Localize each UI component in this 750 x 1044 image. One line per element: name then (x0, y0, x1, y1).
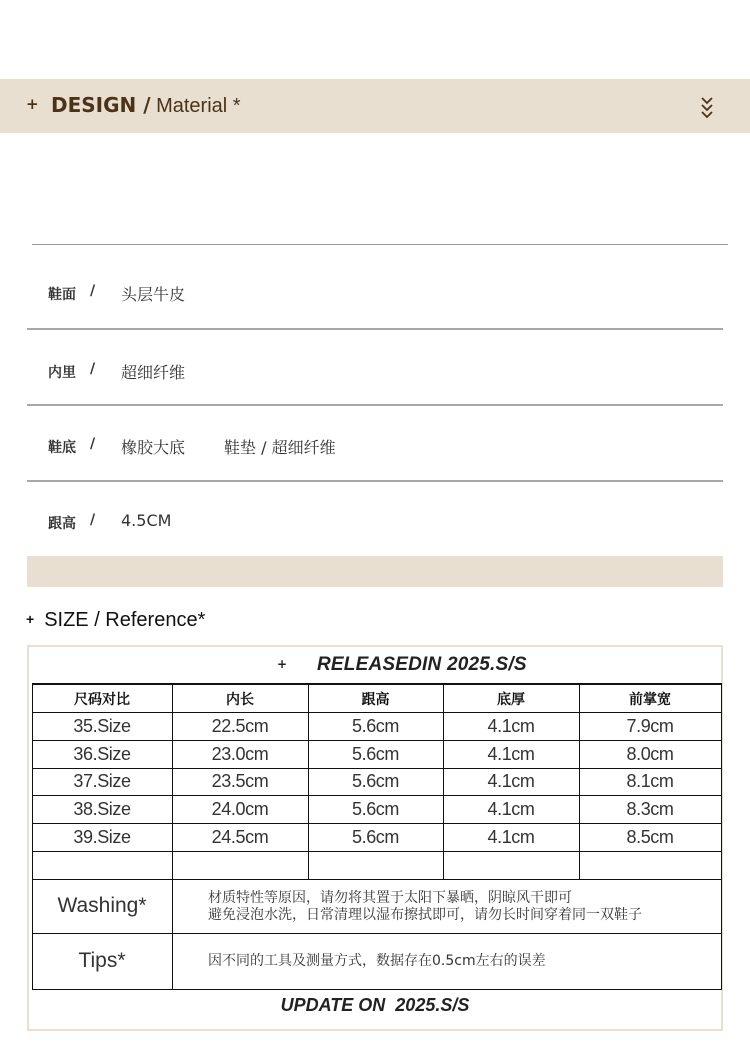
table-cell: 23.5cm (211, 771, 269, 791)
material-row-upper (27, 282, 723, 302)
table-cell: 5.6cm (351, 827, 400, 847)
table-cell: 35.Size (73, 716, 131, 736)
table-cell: 4.1cm (487, 771, 535, 791)
column-header: 内长 (226, 692, 254, 708)
table-cell: 37.Size (73, 771, 131, 791)
material-value: 头层牛皮 (121, 285, 186, 304)
material-slash: / (90, 436, 96, 452)
table-cell: 8.0cm (626, 744, 674, 764)
table-rule (32, 795, 722, 796)
table-rule (32, 768, 722, 769)
table-cell: 7.9cm (626, 716, 674, 736)
section-separator-bar (27, 556, 723, 587)
material-row-lining (27, 360, 723, 380)
banner-title-bold: DESIGN / (51, 93, 151, 117)
table-rule (721, 683, 722, 989)
material-value: 4.5CM (121, 511, 172, 530)
table-rule (32, 683, 722, 685)
plus-icon: + (26, 611, 35, 627)
material-label: 鞋面 (48, 287, 76, 303)
size-table (27, 645, 723, 1031)
column-header: 跟高 (361, 692, 390, 708)
table-cell: 24.0cm (211, 799, 269, 819)
material-label: 鞋底 (48, 440, 76, 456)
release-row (29, 647, 721, 683)
material-slash: / (90, 512, 96, 528)
table-cell: 5.6cm (351, 799, 400, 819)
table-cell: 5.6cm (351, 716, 400, 736)
divider (27, 480, 723, 482)
washing-label: Washing* (57, 894, 147, 917)
update-text: UPDATE ON 2025.S/S (280, 995, 470, 1015)
table-rule (32, 851, 722, 852)
material-slash: / (90, 283, 96, 299)
table-cell: 8.1cm (626, 771, 674, 791)
material-row-sole (27, 435, 723, 455)
plus-icon: + (26, 95, 39, 113)
table-rule (32, 712, 722, 713)
column-header: 尺码对比 (74, 692, 130, 708)
material-value-insole: 鞋垫 / 超细纤维 (224, 438, 336, 457)
material-value: 超细纤维 (121, 363, 186, 382)
material-row-heel (27, 511, 723, 531)
column-header: 底厚 (497, 692, 525, 708)
table-rule (32, 823, 722, 824)
table-cell: 4.1cm (487, 744, 535, 764)
table-cell: 36.Size (73, 744, 131, 764)
table-cell: 23.0cm (211, 744, 269, 764)
washing-note-line: 避免浸泡水洗，日常清理以湿布擦拭即可，请勿长时间穿着同一双鞋子 (208, 907, 642, 923)
column-header: 前掌宽 (629, 692, 671, 708)
material-label: 内里 (48, 365, 76, 381)
table-cell: 8.5cm (626, 827, 674, 847)
plus-icon: + (277, 657, 288, 671)
table-rule (32, 933, 722, 934)
material-slash: / (90, 361, 96, 377)
table-cell: 39.Size (73, 827, 131, 847)
release-text: RELEASEDIN 2025.S/S (317, 654, 527, 675)
divider (27, 328, 723, 330)
size-title-text: SIZE / Reference* (44, 609, 206, 631)
table-cell: 8.3cm (626, 799, 674, 819)
design-material-banner (0, 79, 750, 133)
table-rule (32, 879, 722, 880)
table-cell: 4.1cm (487, 799, 535, 819)
size-section-title (26, 609, 205, 632)
table-rule (32, 989, 722, 990)
material-label: 跟高 (48, 516, 76, 532)
washing-note-line: 材质特性等原因，请勿将其置于太阳下暴晒，阴晾风干即可 (208, 890, 572, 906)
banner-title-rest: Material * (150, 95, 241, 117)
tips-label: Tips* (78, 949, 126, 972)
table-cell: 5.6cm (351, 771, 400, 791)
divider (32, 244, 728, 245)
table-cell: 38.Size (73, 799, 131, 819)
size-grid (32, 683, 722, 990)
table-cell: 24.5cm (211, 827, 269, 847)
banner-title (51, 93, 241, 118)
divider (27, 404, 723, 406)
table-cell: 22.5cm (211, 716, 269, 736)
tips-note: 因不同的工具及测量方式，数据存在0.5cm左右的误差 (208, 953, 546, 969)
triple-chevron-down-icon (700, 97, 714, 119)
material-value: 橡胶大底 (121, 438, 186, 457)
table-cell: 4.1cm (487, 716, 535, 736)
table-cell: 4.1cm (487, 827, 535, 847)
table-rule (32, 740, 722, 741)
table-cell: 5.6cm (351, 744, 400, 764)
